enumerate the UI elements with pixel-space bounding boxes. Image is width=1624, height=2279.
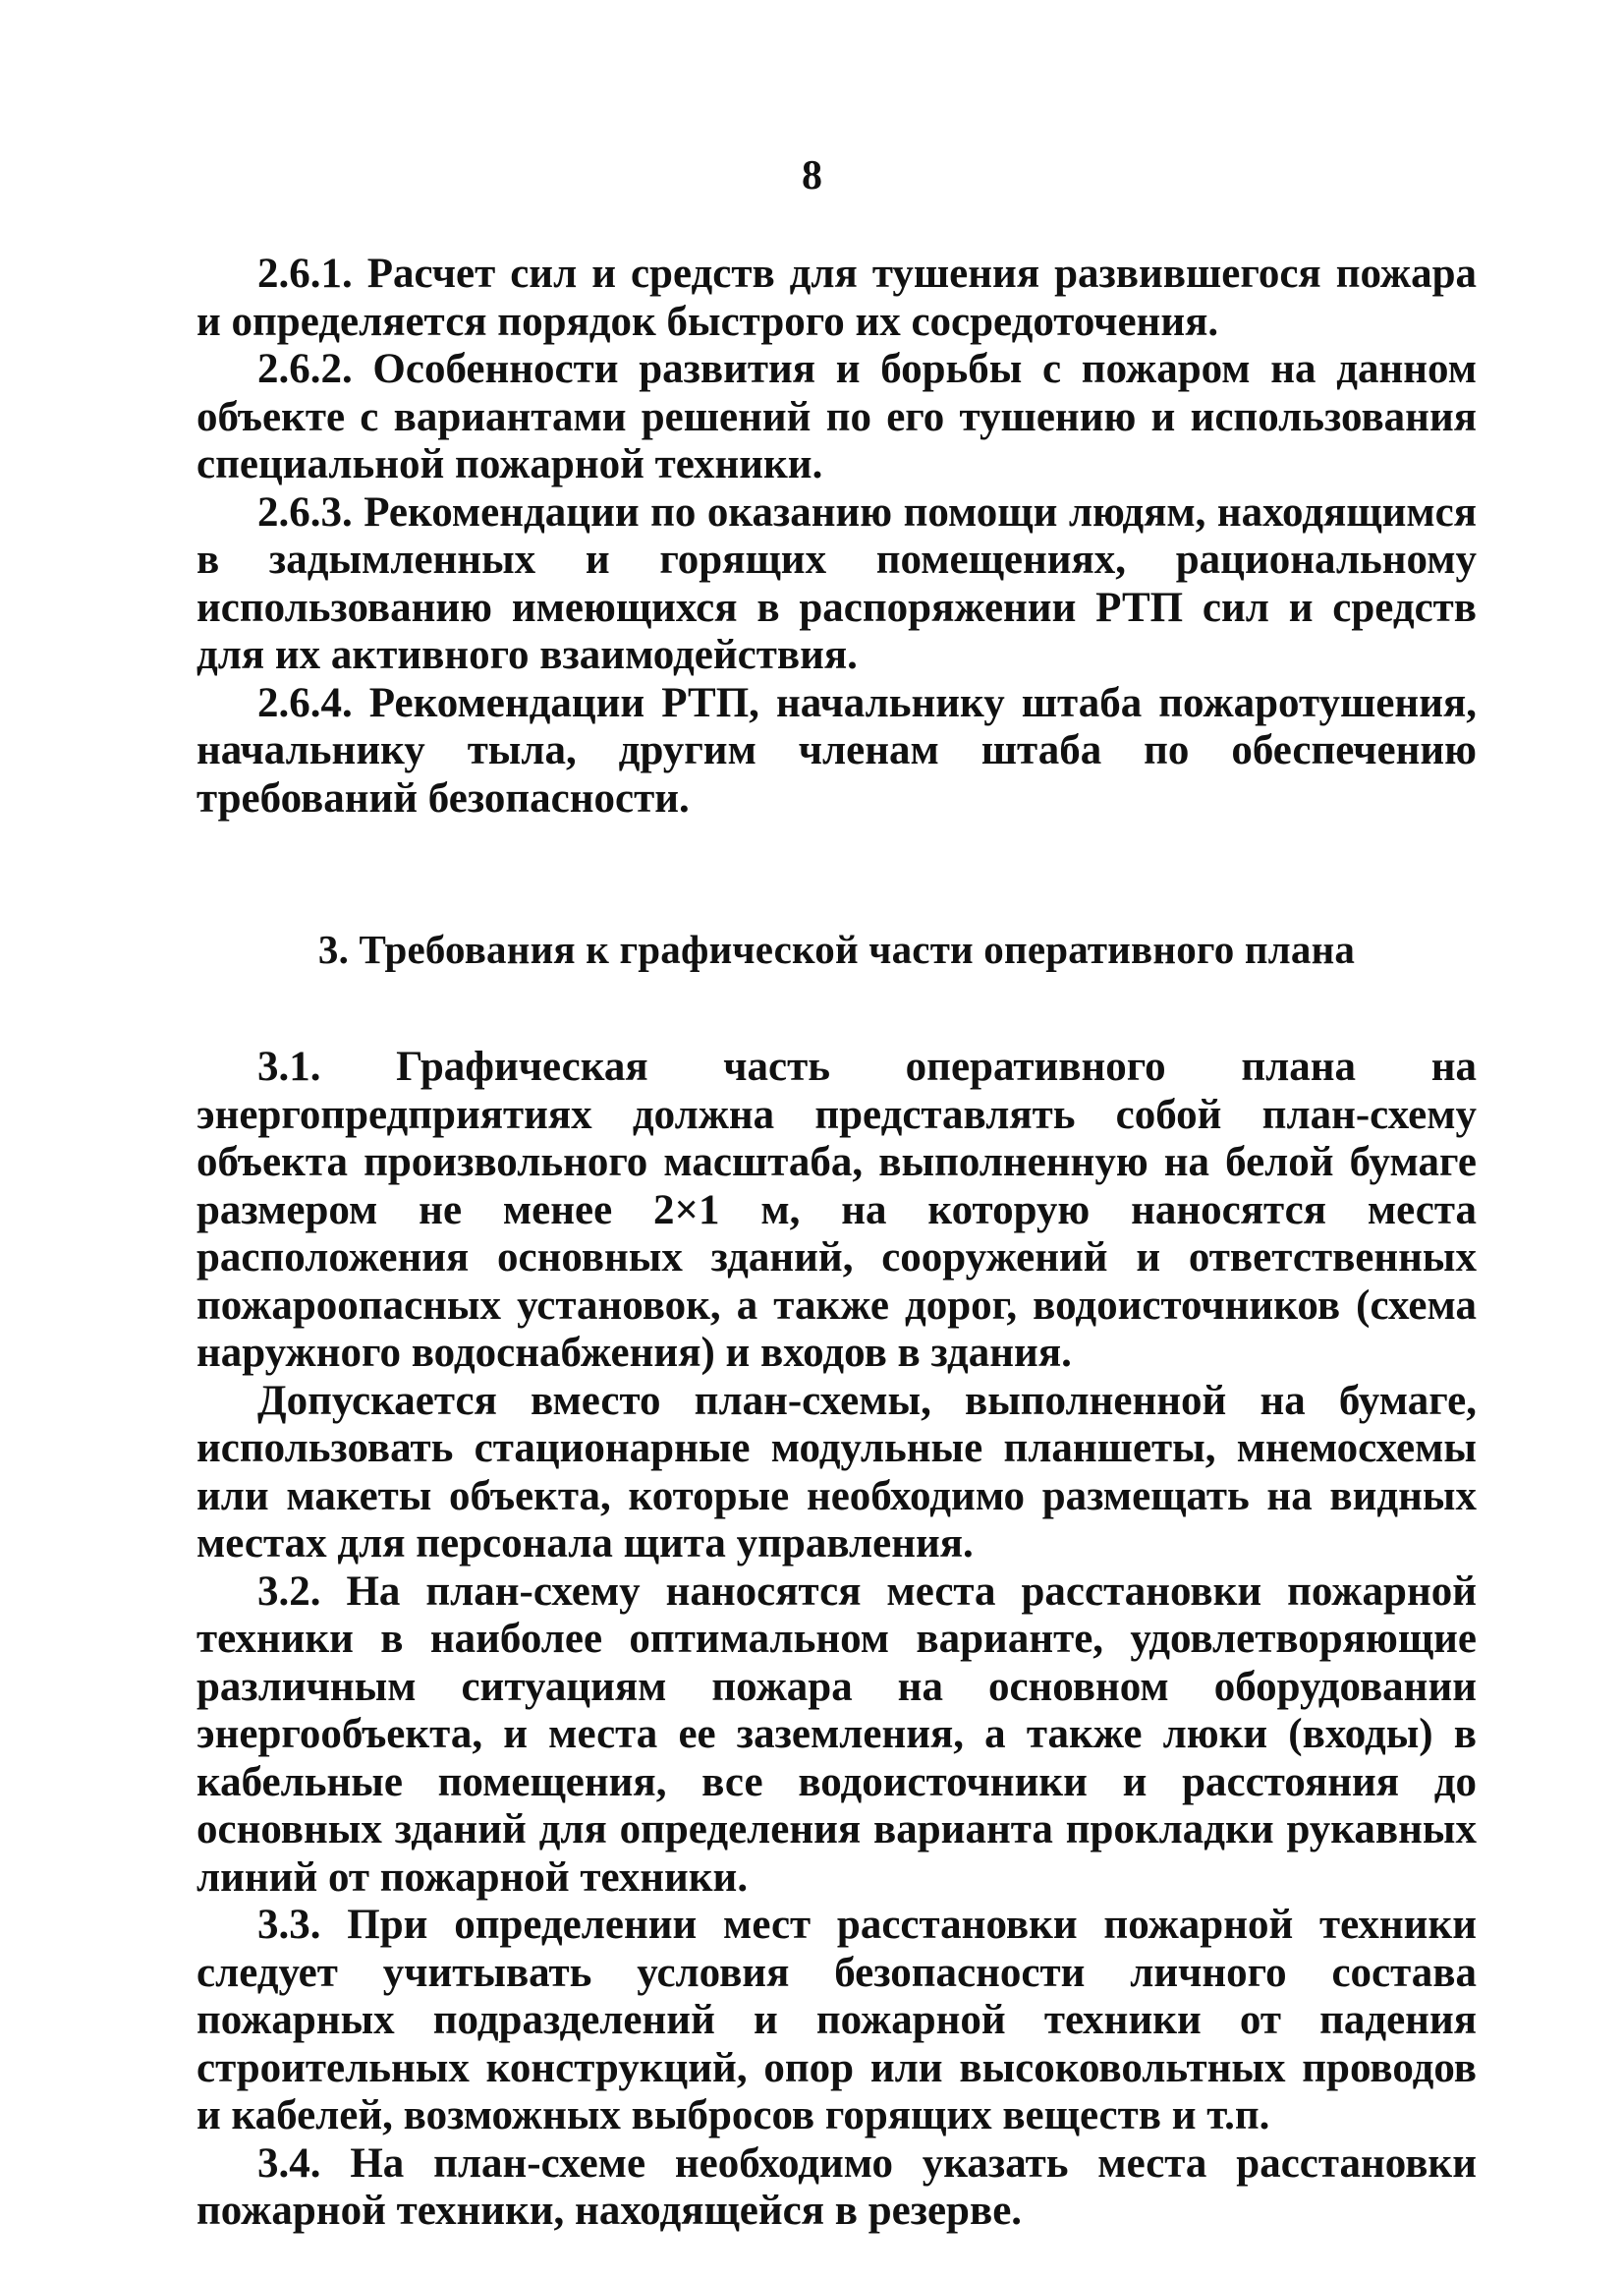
paragraph-3-3: 3.3. При определении мест расстановки пожарной техники следует учитывать условия безопасности личного состава пожарных подразделений и пожарной техники от падения строительных конструкций, опор или высоковольтных проводов и кабелей, возможных выбросов горящих веществ и т.п. <box>196 1902 1477 2138</box>
paragraph-3-1: 3.1. Графическая часть оперативного плана на энергопредприятиях должна представлять собой план-схему объекта произвольного масштаба, выполненную на белой бумаге размером не менее 2×1 м, на которую наносятся места расположения основных зданий, сооружений и ответственных пожароопасных установок, а также дорог, водоисточников (схема наружного водоснабжения) и входов в здания. <box>196 1044 1477 1376</box>
paragraph-2-6-1: 2.6.1. Расчет сил и средств для тушения развившегося пожара и определяется порядок быстрого их сосредоточения. <box>196 251 1477 345</box>
paragraph-2-6-2: 2.6.2. Особенности развития и борьбы с пожаром на данном объекте с вариантами решений по его тушению и использования специальной пожарной техники. <box>196 346 1477 487</box>
paragraph-3-1-note: Допускается вместо план-схемы, выполненной на бумаге, использовать стационарные модульные планшеты, мнемосхемы или макеты объекта, которые необходимо размещать на видных местах для персонала щита управления. <box>196 1377 1477 1567</box>
section-3-heading: 3. Требования к графической части оперативного плана <box>317 927 1356 972</box>
paragraph-2-6-3: 2.6.3. Рекомендации по оказанию помощи людям, находящимся в задымленных и горящих помещениях, рациональному использованию имеющихся в распоряжении РТП сил и средств для их активного взаимодействия. <box>196 488 1477 678</box>
paragraph-3-4: 3.4. На план-схеме необходимо указать места расстановки пожарной техники, находящейся в резерве. <box>196 2139 1477 2234</box>
paragraph-3-2: 3.2. На план-схему наносятся места расстановки пожарной техники в наиболее оптимальном варианте, удовлетворяющие различным ситуациям пожара на основном оборудовании энергообъекта, и места ее заземления, а также люки (входы) в кабельные помещения, все водоисточники и расстояния до основных зданий для определения варианта прокладки рукавных линий от пожарной техники. <box>196 1567 1477 1901</box>
page-number: 8 <box>802 153 822 199</box>
paragraph-2-6-4: 2.6.4. Рекомендации РТП, начальнику штаба пожаротушения, начальнику тыла, другим членам штаба по обеспечению требований безопасности. <box>196 679 1477 822</box>
document-body <box>196 251 1477 2236</box>
